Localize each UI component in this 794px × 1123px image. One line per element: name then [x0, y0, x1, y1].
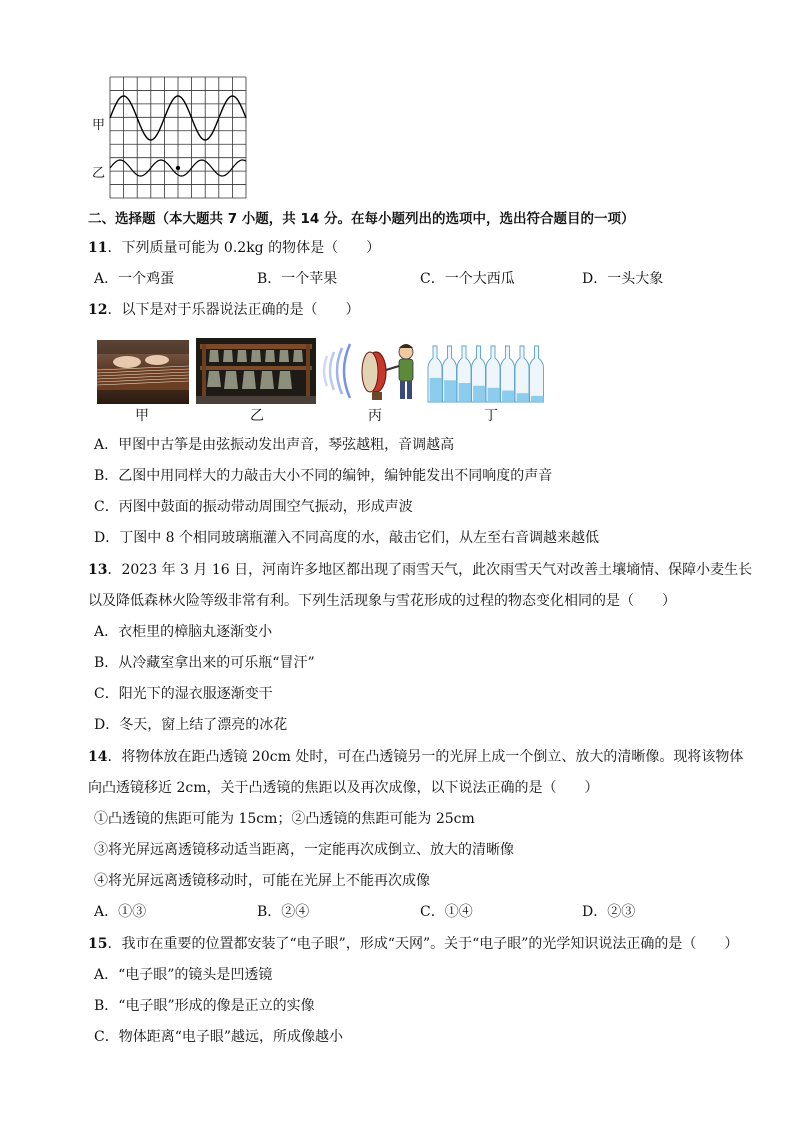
q15-option-c: C．物体距离“电子眼”越远，所成像越小 [94, 1029, 344, 1045]
drum-image [320, 338, 422, 404]
q12-option-a: A．甲图中古筝是由弦振动发出声音，琴弦越粗，音调越高 [94, 437, 455, 453]
glass-bottle [443, 346, 457, 402]
question-14-stem-line2: 向凸透镜移近 2cm，关于凸透镜的焦距以及再次成像，以下说法正确的是（ ） [88, 780, 599, 796]
question-text: ．以下是对于乐器说法正确的是（ ） [107, 302, 360, 318]
question-15-stem [88, 934, 738, 954]
glass-bottle [515, 346, 529, 402]
caption-ding: 丁 [484, 408, 498, 424]
q14-option-c: C．①④ [420, 904, 473, 920]
glass-bottle [457, 346, 471, 402]
question-13-stem-line1 [88, 560, 752, 580]
q11-option-b: B．一个苹果 [257, 271, 338, 287]
glass-bottle [428, 346, 442, 402]
q13-option-c: C．阳光下的湿衣服逐渐变干 [94, 686, 273, 702]
question-number: 12 [88, 302, 108, 318]
question-number: 11 [88, 240, 108, 256]
question-number: 14 [88, 749, 108, 765]
question-number: 15 [88, 936, 108, 952]
q12-option-b: B．乙图中用同样大的力敲击大小不同的编钟，编钟能发出不同响度的声音 [94, 468, 553, 484]
question-13-stem-line2: 以及降低森林火险等级非常有利。下列生活现象与雪花形成的过程的物态变化相同的是（ ） [88, 593, 676, 609]
q11-option-d: D．一头大象 [582, 271, 664, 287]
section-heading: 二、选择题（本大题共 7 小题，共 14 分。在每小题列出的选项中，选出符合题目的一项） [88, 211, 635, 227]
bottles-image [427, 344, 547, 404]
question-11-stem [88, 238, 380, 258]
q14-option-d: D．②③ [582, 904, 636, 920]
glass-bottle [472, 346, 486, 402]
caption-bing: 丙 [368, 408, 382, 424]
caption-yi: 乙 [250, 408, 264, 424]
question-12-stem [88, 300, 359, 320]
q15-option-b: B．“电子眼”形成的像是正立的实像 [94, 998, 315, 1014]
wave-label-jia: 甲 [92, 118, 106, 133]
wave-point [176, 166, 180, 170]
q13-option-b: B．从冷藏室拿出来的可乐瓶“冒汗” [94, 655, 315, 671]
q15-option-a: A．“电子眼”的镜头是凹透镜 [94, 967, 273, 983]
q12-option-c: C．丙图中鼓面的振动带动周围空气振动，形成声波 [94, 499, 413, 515]
q14-option-b: B．②④ [257, 904, 310, 920]
q14-statement-1: ①凸透镜的焦距可能为 15cm；②凸透镜的焦距可能为 25cm [94, 811, 475, 827]
question-number: 13 [88, 562, 108, 578]
q13-option-d: D．冬天，窗上结了漂亮的冰花 [94, 717, 288, 733]
q14-option-a: A．①③ [94, 904, 147, 920]
q11-option-a: A．一个鸡蛋 [94, 271, 175, 287]
question-14-stem-line1 [88, 747, 743, 767]
guzheng-image [97, 340, 189, 404]
glass-bottle [530, 346, 544, 402]
question-text: ．下列质量可能为 0.2kg 的物体是（ ） [107, 240, 381, 256]
wave-label-yi: 乙 [92, 166, 106, 181]
question-text: ．我市在重要的位置都安装了“电子眼”，形成“天网”。关于“电子眼”的光学知识说法正确的是（ ） [107, 936, 739, 952]
q13-option-a: A．衣柜里的樟脑丸逐渐变小 [94, 624, 273, 640]
q14-statement-3: ④将光屏远离透镜移动时，可能在光屏上不能再次成像 [94, 873, 430, 889]
wave-figure [92, 72, 252, 202]
question-text: ．2023 年 3 月 16 日，河南许多地区都出现了雨雪天气，此次雨雪天气对改善土壤墒情、保障小麦生长 [107, 562, 753, 578]
q14-statement-2: ③将光屏远离透镜移动适当距离，一定能再次成倒立、放大的清晰像 [94, 842, 514, 858]
glass-bottle [486, 346, 500, 402]
bianzhong-image [196, 338, 316, 404]
q11-option-c: C．一个大西瓜 [420, 271, 515, 287]
wave-grid-svg [109, 76, 249, 200]
q12-option-d: D．丁图中 8 个相同玻璃瓶灌入不同高度的水，敲击它们，从左至右音调越来越低 [94, 530, 600, 546]
question-text: ．将物体放在距凸透镜 20cm 处时，可在凸透镜另一的光屏上成一个倒立、放大的清晰像。现将该物体 [107, 749, 744, 765]
caption-jia: 甲 [135, 408, 149, 424]
glass-bottle [501, 346, 515, 402]
